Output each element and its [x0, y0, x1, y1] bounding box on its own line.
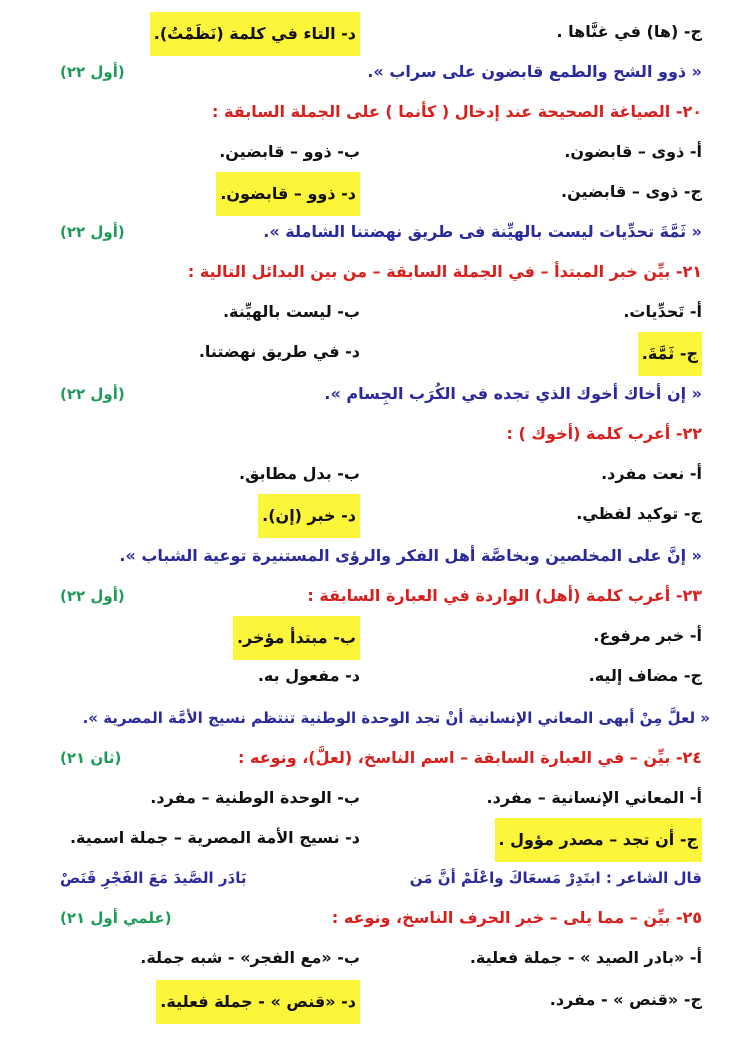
options-row — [0, 980, 750, 1020]
source-tag: (علمي أول ٢١) — [60, 909, 172, 927]
option-d: د- مفعول به. — [257, 666, 360, 685]
quote-text: « لعلَّ مِنْ أبهى المعاني الإنسانية أنْ تجد الوحدة الوطنية تنتظم نسيج الأمَّة المصرية ». — [82, 709, 710, 727]
quote-row — [0, 374, 750, 414]
question-text: ٢٥- بيِّن – مما يلى – خبر الحرف الناسخ، ونوعه : — [331, 908, 702, 927]
quote-row — [0, 698, 750, 738]
question-text: ٢٠- الصياغة الصحيحة عند إدخال ( كأنما ) على الجملة السابقة : — [212, 102, 702, 121]
options-row — [0, 454, 750, 494]
source-tag: (أول ٢٢) — [60, 385, 125, 403]
question-25 — [0, 898, 750, 938]
quote-row — [0, 212, 750, 252]
quote-row — [0, 536, 750, 576]
option-c: ج- (ها) في غنَّاها . — [556, 22, 702, 41]
option-a: أ- المعاني الإنسانية – مفرد. — [486, 788, 702, 807]
options-row — [0, 494, 750, 534]
option-c-answer: ج- ثَمَّةَ. — [638, 332, 702, 376]
source-tag: (أول ٢٢) — [60, 63, 125, 81]
option-a: أ- «بادر الصيد » - جملة فعلية. — [469, 948, 702, 967]
option-b: ب- الوحدة الوطنية – مفرد. — [150, 788, 360, 807]
option-c: ج- ذوى – قابضين. — [561, 182, 702, 201]
option-d: د- نسيج الأمة المصرية – جملة اسمية. — [69, 828, 360, 847]
question-23 — [0, 576, 750, 616]
options-row — [0, 938, 750, 978]
option-a: أ- تَحدِّيات. — [623, 302, 702, 321]
verse-row — [0, 858, 750, 898]
option-c: ج- «قنص » - مفرد. — [549, 990, 702, 1009]
quote-text: « ذوو الشح والطمع قابضون على سراب ». — [367, 62, 702, 81]
question-21 — [0, 252, 750, 292]
verse-second-half: بَادَر الصَّيدَ مَعَ الفَجْرِ قَنَصْ — [60, 869, 247, 887]
option-b: ب- بدل مطابق. — [239, 464, 360, 483]
option-b-answer: ب- مبتدأ مؤخر. — [233, 616, 360, 660]
question-22 — [0, 414, 750, 454]
option-d-answer: د- «قنص » - جملة فعلية. — [156, 980, 360, 1024]
question-text: ٢٢- أعرب كلمة (أخوك ) : — [506, 424, 702, 443]
option-d-answer: د- ذوو – قابضون. — [216, 172, 360, 216]
options-row — [0, 332, 750, 372]
option-a: أ- خبر مرفوع. — [593, 626, 702, 645]
options-row — [0, 656, 750, 696]
option-b: ب- ذوو – قابضين. — [219, 142, 360, 161]
option-d-answer: د- التاء في كلمة (نَظَمْتُ). — [150, 12, 360, 56]
quote-text: « إن أخاك أخوك الذي تجده في الكُرَب الجِسام ». — [324, 384, 702, 403]
question-24 — [0, 738, 750, 778]
option-c: ج- توكيد لفظي. — [576, 504, 702, 523]
quote-text: « إنَّ على المخلصين وبخاصَّة أهل الفكر والرؤى المستنيرة توعية الشباب ». — [119, 546, 702, 565]
question-text: ٢٤- بيِّن – في العبارة السابقة – اسم الناسخ، (لعلَّ)، ونوعه : — [238, 748, 702, 767]
options-row — [0, 616, 750, 656]
option-b: ب- ليست بالهيِّنة. — [222, 302, 360, 321]
options-row — [0, 778, 750, 818]
quote-row — [0, 52, 750, 92]
source-tag: (أول ٢٢) — [60, 223, 125, 241]
options-row — [0, 818, 750, 858]
options-row — [0, 292, 750, 332]
options-row — [0, 172, 750, 212]
option-b: ب- «مع الفجر» - شبه جملة. — [140, 948, 360, 967]
source-tag: (أول ٢٢) — [60, 587, 125, 605]
option-a: أ- ذوى – قابضون. — [564, 142, 702, 161]
question-text: ٢١- بيِّن خبر المبتدأ – في الجملة السابقة – من بين البدائل التالية : — [187, 262, 702, 281]
question-text: ٢٣- أعرب كلمة (أهل) الواردة في العبارة السابقة : — [307, 586, 702, 605]
option-c: ج- مضاف إليه. — [588, 666, 702, 685]
option-a: أ- نعت مفرد. — [601, 464, 702, 483]
option-c-answer: ج- أن تجد – مصدر مؤول . — [495, 818, 702, 862]
question-20 — [0, 92, 750, 132]
options-row — [0, 12, 750, 52]
quote-text: « ثَمَّةَ تحدِّيات ليست بالهيِّنة فى طريق نهضتنا الشاملة ». — [263, 222, 702, 241]
option-d: د- في طريق نهضتنا. — [198, 342, 360, 361]
source-tag: (ثان ٢١) — [60, 749, 122, 767]
options-row — [0, 132, 750, 172]
option-d-answer: د- خبر (إن). — [258, 494, 360, 538]
verse-first-half: قال الشاعر : ابتَدِرْ مَسعَاكَ واعْلَمْ أنَّ مَن — [409, 869, 702, 887]
